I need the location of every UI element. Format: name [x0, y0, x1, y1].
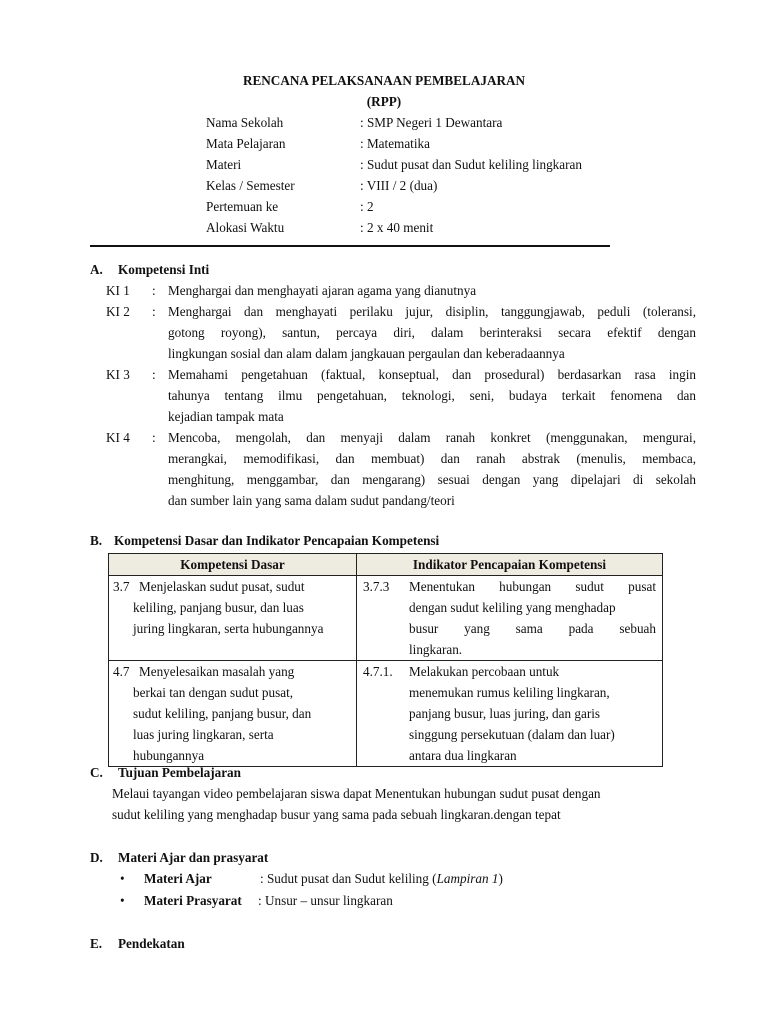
kd-code: 3.7	[113, 579, 130, 594]
document-subtitle: (RPP)	[366, 94, 402, 109]
indicator-cell	[357, 661, 663, 767]
material-value	[260, 871, 503, 887]
section-c-title: Tujuan Pembelajaran	[118, 765, 241, 780]
identity-label: Kelas / Semester	[206, 178, 295, 193]
kd-line: berkai tan dengan sudut pusat,	[133, 685, 294, 700]
ki-label: KI 4	[106, 430, 130, 445]
kd-code: 4.7	[113, 664, 130, 679]
ki-text: Memahami pengetahuan (faktual, konseptual, dan prosedural) berdasarkan rasa ingin	[168, 367, 696, 382]
identity-label: Nama Sekolah	[206, 115, 284, 130]
ki-label: KI 2	[106, 304, 130, 319]
kd-line: keliling, panjang busur, dan luas	[133, 600, 304, 615]
material-label: Materi Ajar	[144, 871, 212, 886]
indicator-line: menemukan rumus keliling lingkaran,	[409, 685, 610, 700]
indicator-line: panjang busur, luas juring, dan garis	[409, 706, 601, 721]
identity-value: : Matematika	[360, 136, 430, 151]
kd-line: luas juring lingkaran, serta	[133, 727, 274, 742]
section-c-letter: C.	[90, 765, 103, 780]
ki-text: dan sumber lain yang sama dalam sudut pandang/teori	[168, 493, 455, 508]
kd-line: juring lingkaran, serta hubungannya	[133, 621, 324, 636]
ki-text: menghitung, menggambar, dan mengarang) sesuai dengan yang dipelajari di sekolah	[168, 472, 696, 487]
kd-line: Menjelaskan sudut pusat, sudut	[139, 579, 305, 594]
ki-text: Menghargai dan menghayati ajaran agama yang dianutnya	[168, 283, 477, 298]
indicator-line: Menentukan hubungan sudut pusat	[409, 579, 656, 594]
ki-colon: :	[152, 304, 156, 319]
indicator-code: 4.7.1.	[363, 664, 393, 679]
ki-colon: :	[152, 283, 156, 298]
ki-text: lingkungan sosial dan alam dalam jangkauan pergaulan dan keberadaannya	[168, 346, 565, 361]
indicator-line: lingkaran.	[409, 642, 463, 657]
section-d-title: Materi Ajar dan prasyarat	[118, 850, 269, 865]
ki-colon: :	[152, 430, 156, 445]
identity-value: : SMP Negeri 1 Dewantara	[360, 115, 503, 130]
indicator-line: Melakukan percobaan untuk	[409, 664, 560, 679]
table-header-cell: Indikator Pencapaian Kompetensi	[357, 554, 663, 576]
identity-value: : VIII / 2 (dua)	[360, 178, 438, 193]
indicator-line: singgung persekutuan (dalam dan luar)	[409, 727, 615, 742]
indicator-line: antara dua lingkaran	[409, 748, 517, 763]
kd-line: Menyelesaikan masalah yang	[139, 664, 295, 679]
ki-colon: :	[152, 367, 156, 382]
identity-value: : 2	[360, 199, 374, 214]
indicator-cell	[357, 576, 663, 661]
section-a-letter: A.	[90, 262, 103, 277]
ki-text: gotong royong), santun, percaya diri, dalam berinteraksi secara efektif dengan	[168, 325, 696, 340]
kd-line: sudut keliling, panjang busur, dan	[133, 706, 312, 721]
section-d-letter: D.	[90, 850, 103, 865]
appendix-reference: Lampiran 1	[436, 871, 499, 886]
material-value-close: )	[498, 871, 503, 886]
kd-cell	[109, 576, 357, 661]
identity-label: Pertemuan ke	[206, 199, 279, 214]
table-row	[109, 576, 663, 661]
objective-line: sudut keliling yang menghadap busur yang sama pada sebuah lingkaran.dengan tepat	[112, 807, 561, 822]
ki-text: tahunya tentang ilmu pengetahuan, teknologi, seni, budaya terkait fenomena dan	[168, 388, 696, 403]
ki-text: merangkai, memodifikasi, dan membuat) dan ranah abstrak (menulis, membaca,	[168, 451, 696, 466]
ki-text: kejadian tampak mata	[168, 409, 284, 424]
ki-text: Mencoba, mengolah, dan menyaji dalam ranah konkret (menggunakan, mengurai,	[168, 430, 696, 445]
indicator-code: 3.7.3	[363, 579, 390, 594]
table-header-cell: Kompetensi Dasar	[109, 554, 357, 576]
objective-line: Melaui tayangan video pembelajaran siswa dapat Menentukan hubungan sudut pusat dengan	[112, 786, 601, 801]
section-e-letter: E.	[90, 936, 103, 951]
table-row	[109, 661, 663, 767]
table-header-row	[109, 554, 663, 576]
identity-label: Mata Pelajaran	[206, 136, 286, 151]
kd-line: hubungannya	[133, 748, 205, 763]
identity-value: : 2 x 40 menit	[360, 220, 434, 235]
prerequisite-label: Materi Prasyarat	[144, 893, 242, 908]
identity-label: Materi	[206, 157, 242, 172]
section-a-title: Kompetensi Inti	[118, 262, 210, 277]
section-e-title: Pendekatan	[118, 936, 185, 951]
section-b-letter: B.	[90, 533, 103, 548]
competency-table	[108, 553, 663, 767]
section-b-title: Kompetensi Dasar dan Indikator Pencapaian Kompetensi	[114, 533, 440, 548]
bullet-icon: •	[120, 871, 125, 886]
ki-label: KI 3	[106, 367, 130, 382]
prerequisite-value: : Unsur – unsur lingkaran	[258, 893, 393, 908]
header-divider	[90, 245, 610, 247]
ki-text: Menghargai dan menghayati perilaku jujur, disiplin, tanggungjawab, peduli (toleransi,	[168, 304, 696, 319]
ki-label: KI 1	[106, 283, 130, 298]
bullet-icon: •	[120, 893, 125, 908]
identity-value: : Sudut pusat dan Sudut keliling lingkaran	[360, 157, 582, 172]
document-title: RENCANA PELAKSANAAN PEMBELAJARAN	[242, 73, 526, 88]
indicator-line: dengan sudut keliling yang menghadap	[409, 600, 616, 615]
identity-label: Alokasi Waktu	[206, 220, 285, 235]
material-value-text: : Sudut pusat dan Sudut keliling (	[260, 871, 437, 886]
indicator-line: busur yang sama pada sebuah	[409, 621, 656, 636]
kd-cell	[109, 661, 357, 767]
